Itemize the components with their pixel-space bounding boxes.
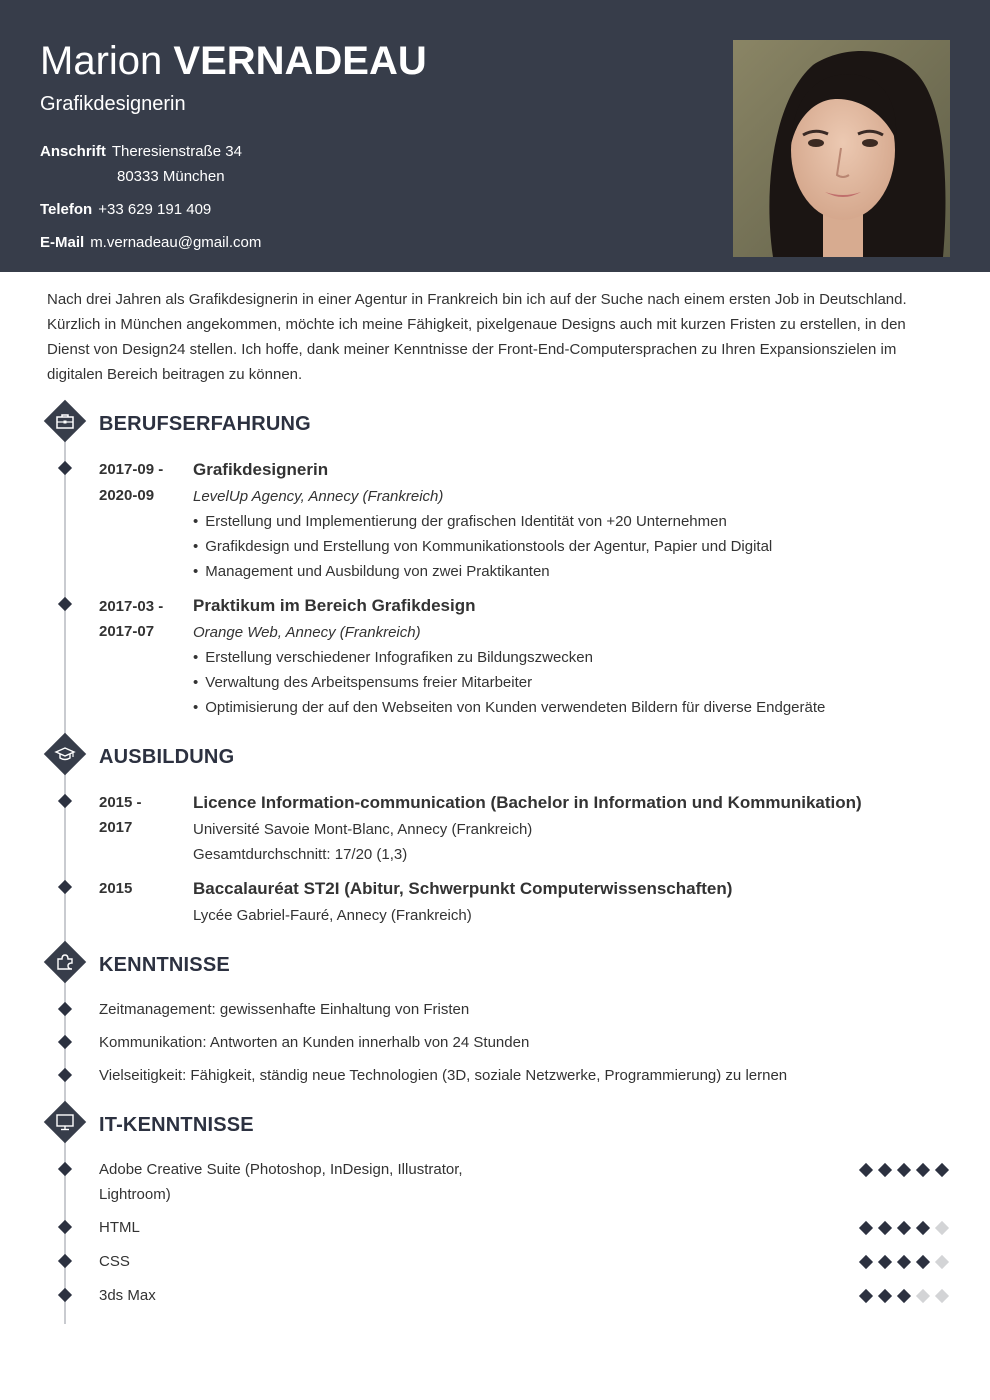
- it-skill-name: HTML: [99, 1219, 140, 1236]
- resume-header: [0, 0, 990, 272]
- entry-date-from: 2017-09 -: [99, 461, 164, 478]
- entry-date-to: 2017-07: [99, 623, 155, 640]
- entry-role: Praktikum im Bereich Grafikdesign: [193, 596, 476, 615]
- address-line1: Theresienstraße 34: [111, 143, 242, 160]
- section-title-skills: KENNTNISSE: [99, 954, 230, 976]
- entry-date-to: 2017: [99, 819, 133, 836]
- rating-diamond-filled: [916, 1163, 930, 1177]
- address-row: [40, 142, 242, 162]
- it-skill-name: Adobe Creative Suite (Photoshop, InDesign, Illustrator, Lightroom): [99, 1161, 463, 1203]
- skill-item: Zeitmanagement: gewissenhafte Einhaltung von Fristen: [99, 1001, 470, 1018]
- rating-diamond-filled: [897, 1255, 911, 1269]
- timeline-bullet: [58, 1035, 72, 1049]
- entry-bullet: • Erstellung und Implementierung der grafischen Identität von +20 Unternehmen: [193, 512, 727, 532]
- candidate-name: [40, 38, 427, 84]
- rating-diamond-empty: [935, 1255, 949, 1269]
- section-title-it-skills: IT-KENNTNISSE: [99, 1114, 254, 1136]
- timeline-bullet: [58, 1068, 72, 1082]
- phone-value: +33 629 191 409: [98, 201, 212, 218]
- timeline-bullet: [58, 461, 72, 475]
- email-value: m.vernadeau@gmail.com: [90, 234, 262, 251]
- timeline-bullet: [58, 794, 72, 808]
- timeline-bullet: [58, 597, 72, 611]
- timeline-bullet: [58, 1220, 72, 1234]
- rating-diamond-filled: [916, 1255, 930, 1269]
- puzzle-icon: [54, 951, 76, 973]
- skill-item: Vielseitigkeit: Fähigkeit, ständig neue Technologien (3D, soziale Netzwerke, Programmierung) zu lernen: [99, 1067, 788, 1084]
- phone-label: Telefon: [40, 201, 93, 218]
- monitor-icon: [54, 1111, 76, 1133]
- email-row: [40, 233, 261, 253]
- skill-item: Kommunikation: Antworten an Kunden innerhalb von 24 Stunden: [99, 1034, 530, 1051]
- rating-diamond-filled: [878, 1163, 892, 1177]
- rating-diamond-filled: [878, 1289, 892, 1303]
- it-skill-name: CSS: [99, 1253, 130, 1270]
- it-skill-rating: [858, 1288, 952, 1304]
- rating-diamond-filled: [897, 1289, 911, 1303]
- rating-diamond-filled: [897, 1163, 911, 1177]
- entry-degree: Licence Information-communication (Bachelor in Information und Kommunikation): [193, 793, 862, 812]
- rating-diamond-filled: [859, 1289, 873, 1303]
- timeline-bullet: [58, 1254, 72, 1268]
- it-skill-rating: [858, 1162, 952, 1178]
- entry-company: Orange Web, Annecy (Frankreich): [193, 624, 421, 641]
- it-skill-name: 3ds Max: [99, 1287, 156, 1304]
- job-title: Grafikdesignerin: [40, 93, 186, 115]
- entry-bullet: • Management und Ausbildung von zwei Praktikanten: [193, 562, 550, 582]
- phone-row: [40, 200, 211, 220]
- timeline-bullet: [58, 1288, 72, 1302]
- rating-diamond-filled: [859, 1163, 873, 1177]
- entry-school: Lycée Gabriel-Fauré, Annecy (Frankreich): [193, 907, 472, 924]
- address-line2: 80333 München: [117, 168, 225, 185]
- address-label: Anschrift: [40, 143, 106, 160]
- entry-bullet: • Optimisierung der auf den Webseiten von Kunden verwendeten Bildern für diverse Endgeräte: [193, 698, 825, 718]
- entry-note: Gesamtdurchschnitt: 17/20 (1,3): [193, 846, 408, 863]
- rating-diamond-filled: [878, 1255, 892, 1269]
- entry-role: Grafikdesignerin: [193, 460, 329, 479]
- rating-diamond-empty: [935, 1289, 949, 1303]
- entry-bullet: • Verwaltung des Arbeitspensums freier Mitarbeiter: [193, 673, 532, 693]
- rating-diamond-filled: [859, 1221, 873, 1235]
- entry-company: LevelUp Agency, Annecy (Frankreich): [193, 488, 444, 505]
- entry-date-from: 2015: [99, 880, 133, 897]
- timeline-line: [64, 420, 66, 1324]
- section-title-experience: BERUFSERFAHRUNG: [99, 413, 311, 435]
- timeline-bullet: [58, 1162, 72, 1176]
- email-label: E-Mail: [40, 234, 85, 251]
- profile-summary: Nach drei Jahren als Grafikdesignerin in einer Agentur in Frankreich bin ich auf der Suche nach einem ersten Job in Deutschland. Kürzlich in München angekommen, möchte ich meine Fähigkeit, pixelgenaue Designs auch mit kurzen Fristen zu erstellen, in den Dienst von Design24 stellen. Ich hoffe, dank meiner Kenntnisse der Front-End-Computersprachen zu Ihren Expansionszielen im digitalen Bereich beitragen zu können.: [47, 291, 907, 383]
- entry-date-from: 2015 -: [99, 794, 142, 811]
- rating-diamond-filled: [859, 1255, 873, 1269]
- entry-degree: Baccalauréat ST2I (Abitur, Schwerpunkt Computerwissenschaften): [193, 879, 733, 898]
- it-skill-rating: [858, 1254, 952, 1270]
- rating-diamond-empty: [935, 1221, 949, 1235]
- briefcase-icon: [54, 410, 76, 432]
- last-name: VERNADEAU: [173, 39, 427, 83]
- rating-diamond-filled: [878, 1221, 892, 1235]
- rating-diamond-empty: [916, 1289, 930, 1303]
- it-skill-rating: [858, 1220, 952, 1236]
- graduation-cap-icon: [54, 743, 76, 765]
- rating-diamond-filled: [935, 1163, 949, 1177]
- section-title-education: AUSBILDUNG: [99, 746, 235, 768]
- rating-diamond-filled: [897, 1221, 911, 1235]
- entry-date-to: 2020-09: [99, 487, 155, 504]
- rating-diamond-filled: [916, 1221, 930, 1235]
- profile-photo: [733, 40, 950, 257]
- entry-date-from: 2017-03 -: [99, 598, 164, 615]
- timeline-bullet: [58, 880, 72, 894]
- entry-bullet: • Grafikdesign und Erstellung von Kommunikationstools der Agentur, Papier und Digital: [193, 537, 772, 557]
- timeline-bullet: [58, 1002, 72, 1016]
- entry-school: Université Savoie Mont-Blanc, Annecy (Frankreich): [193, 821, 533, 838]
- entry-bullet: • Erstellung verschiedener Infografiken zu Bildungszwecken: [193, 648, 593, 668]
- first-name: Marion: [40, 39, 163, 83]
